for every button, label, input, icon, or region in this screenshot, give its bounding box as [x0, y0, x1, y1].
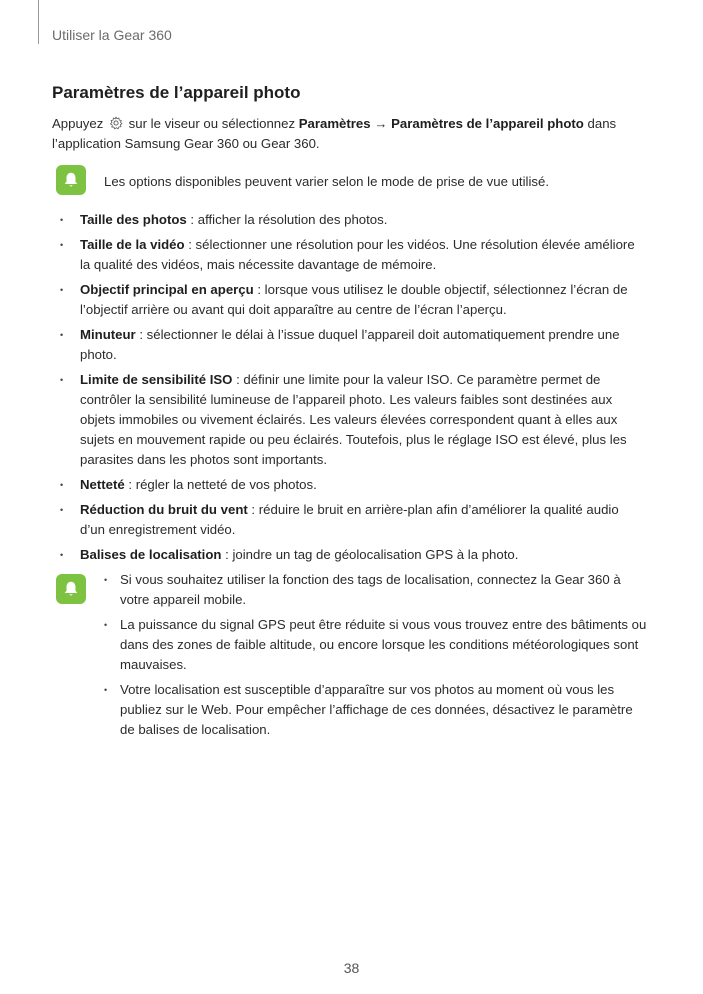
item-term: Balises de localisation [80, 547, 222, 562]
page-number: 38 [343, 960, 360, 976]
item-term: Objectif principal en aperçu [80, 282, 254, 297]
intro-text-3: dans l’application Samsung Gear 360 ou Gear 360. [52, 116, 617, 151]
list-item [60, 210, 645, 230]
note-item: • La puissance du signal GPS peut être réduite si vous vous trouvez entre des bâtiments ou dans des zones de faible altitude, ou encore lorsque les conditions météorologiques sont mauvaises. [104, 615, 649, 675]
menu-path-parametres: Paramètres [298, 116, 371, 131]
location-notes [104, 570, 649, 745]
item-text: : afficher la résolution des photos. [186, 212, 388, 227]
bell-icon [62, 580, 80, 598]
note-item: • Si vous souhaitez utiliser la fonction des tags de localisation, connectez la Gear 360 à votre appareil mobile. [104, 570, 649, 610]
note-icon [56, 574, 86, 604]
list-item [60, 475, 645, 495]
list-item [60, 545, 645, 565]
item-text: : lorsque vous utilisez le double objectif, sélectionnez l’écran de l’objectif arrière ou avant qui doit apparaître au centre de l’écran l’aperçu. [80, 282, 628, 317]
arrow: → [370, 116, 392, 131]
intro-text-2: sur le viseur ou sélectionnez [125, 116, 299, 131]
item-term: Taille de la vidéo [80, 237, 185, 252]
gear-icon [109, 116, 123, 130]
menu-path-parametres-photo: Paramètres de l’appareil photo [391, 116, 584, 131]
list-item [60, 325, 645, 365]
item-term: Netteté [80, 477, 125, 492]
list-item [60, 500, 645, 540]
settings-list [60, 210, 645, 570]
page-title: Paramètres de l’appareil photo [52, 83, 301, 102]
note-text: Les options disponibles peuvent varier selon le mode de prise de vue utilisé. [104, 174, 549, 189]
note-item: • Votre localisation est susceptible d’apparaître sur vos photos au moment où vous les publiez sur le Web. Pour empêcher l’affichage de ces données, désactivez le paramètre de balises de localisation. [104, 680, 649, 740]
list-item [60, 235, 645, 275]
item-text: : joindre un tag de géolocalisation GPS à la photo. [221, 547, 519, 562]
item-term: Réduction du bruit du vent [80, 502, 248, 517]
item-text: : sélectionner une résolution pour les vidéos. Une résolution élevée améliore la qualité des vidéos, mais nécessite davantage de mémoire. [80, 237, 635, 272]
item-text: : régler la netteté de vos photos. [124, 477, 317, 492]
bell-icon [62, 171, 80, 189]
item-term: Minuteur [80, 327, 136, 342]
item-text: : sélectionner le délai à l’issue duquel l’appareil doit automatiquement prendre une photo. [80, 327, 620, 362]
item-text: : réduire le bruit en arrière-plan afin d’améliorer la qualité audio d’un enregistrement vidéo. [80, 502, 619, 537]
item-term: Taille des photos [80, 212, 187, 227]
intro-text-1: Appuyez [52, 116, 107, 131]
item-text: : définir une limite pour la valeur ISO. Ce paramètre permet de contrôler la sensibilité lumineuse de l’appareil photo. Les valeurs faibles sont destinées aux objets immobiles ou vivement éclairés. Les valeurs élevées correspondent quant à elles aux sujets en mouvement rapide ou peu éclairés. Toutefois, plus le réglage ISO est élevé, plus les parasites dans les photos sont importants. [80, 372, 627, 467]
note-icon [56, 165, 86, 195]
list-item [60, 280, 645, 320]
margin-rule [38, 0, 39, 44]
section-header: Utiliser la Gear 360 [52, 27, 172, 43]
list-item [60, 370, 645, 470]
intro-paragraph [52, 114, 642, 154]
item-term: Limite de sensibilité ISO [80, 372, 233, 387]
